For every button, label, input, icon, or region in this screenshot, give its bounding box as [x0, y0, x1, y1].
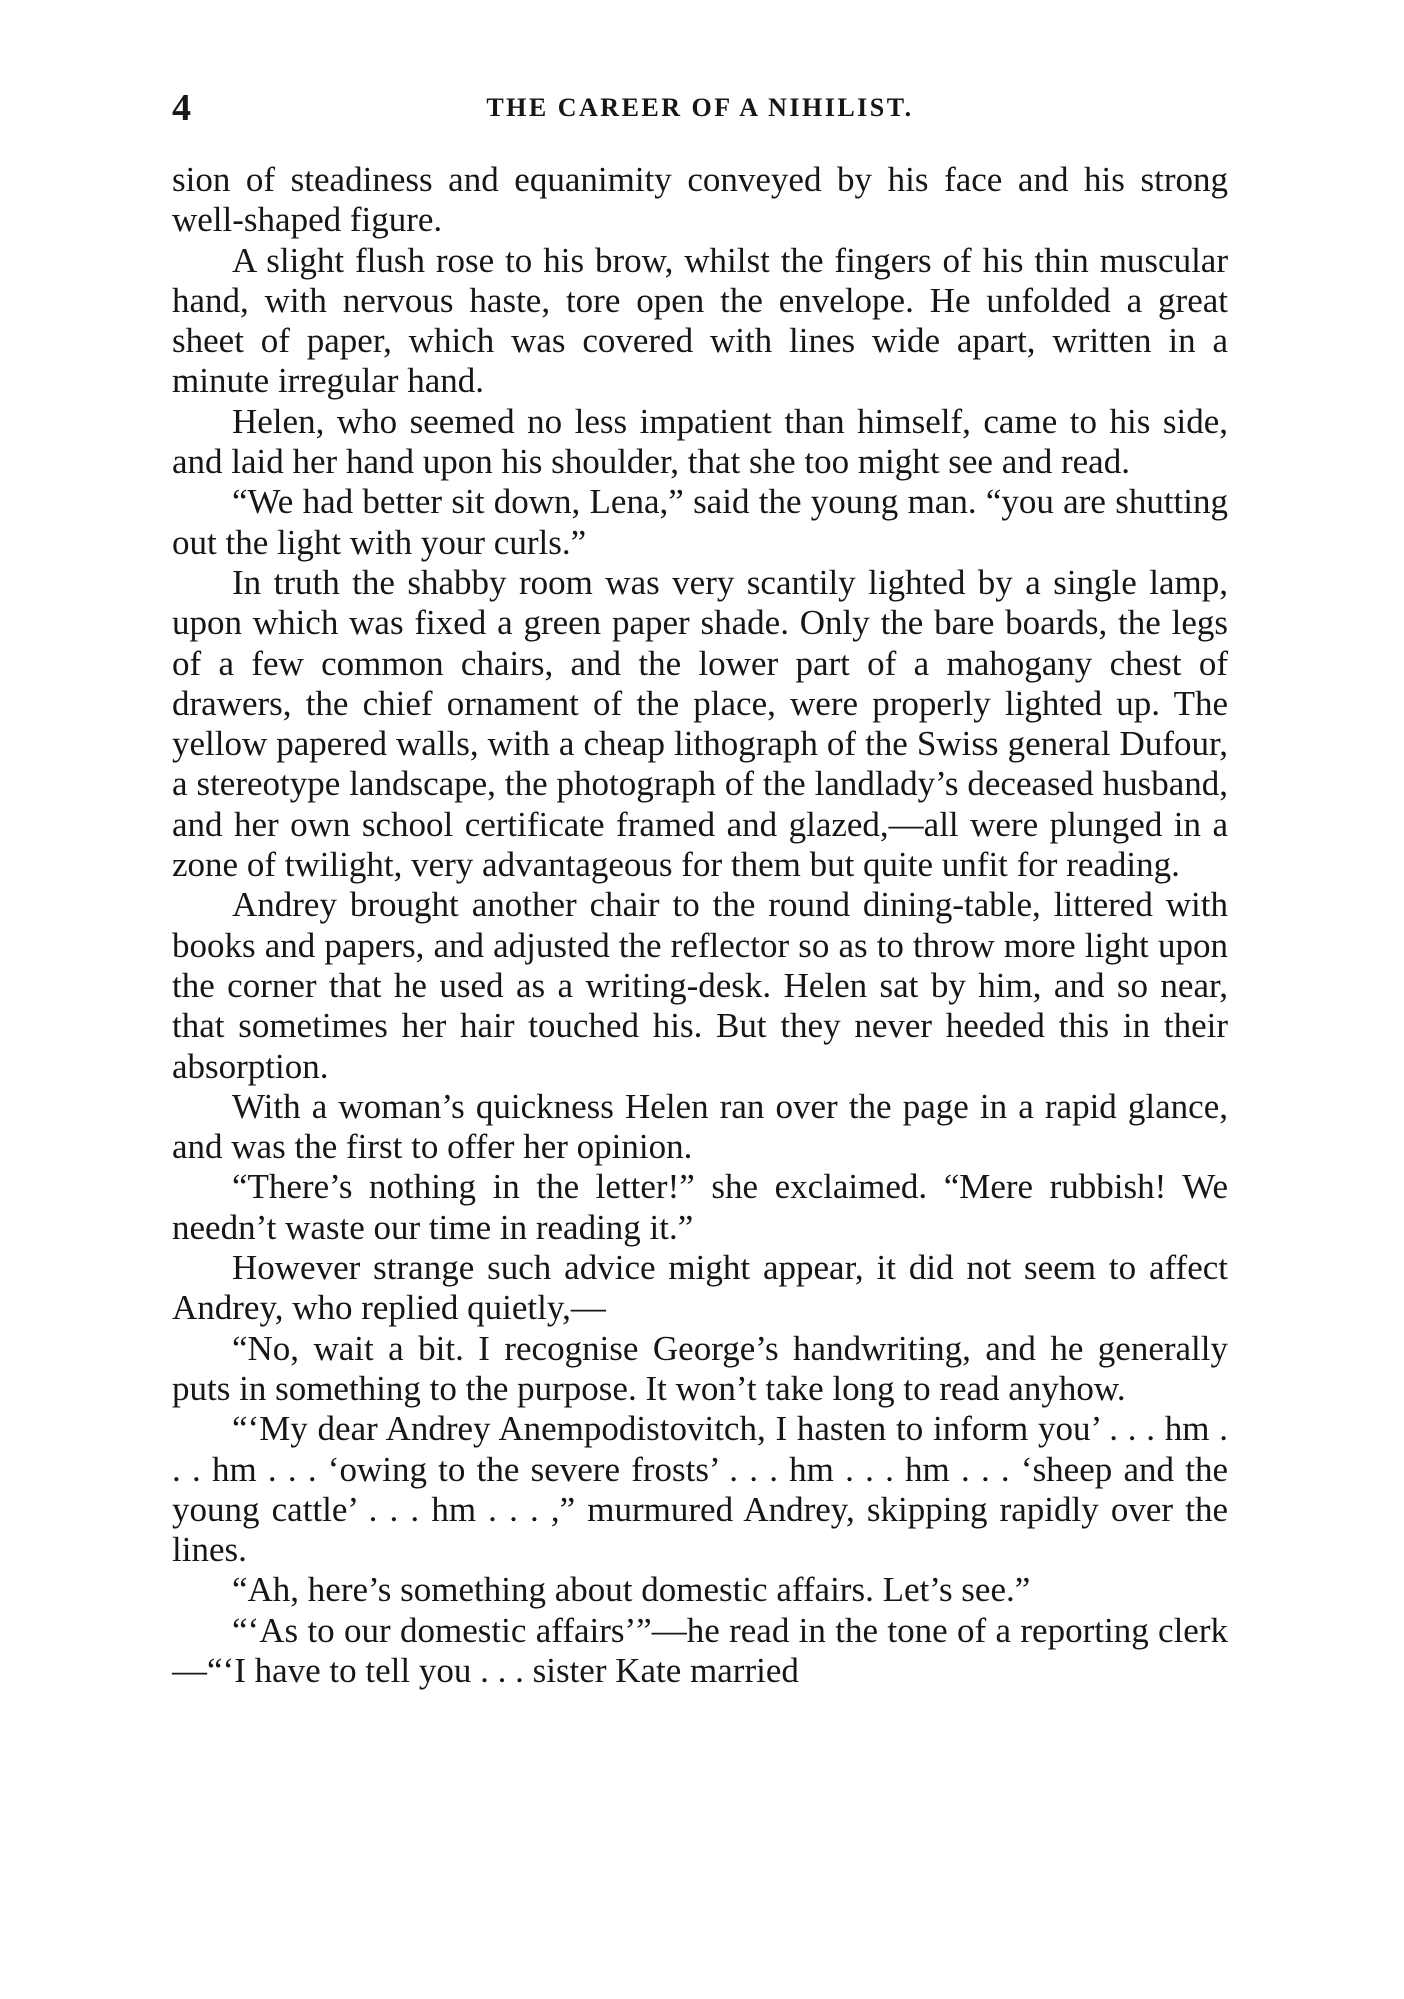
paragraph-10: “No, wait a bit. I recognise George’s handwriting, and he generally puts in something to the purpose. It won’t take long to read anyhow.	[172, 1328, 1228, 1408]
paragraph-7: With a woman’s quickness Helen ran over the page in a rapid glance, and was the first to offer her opinion.	[172, 1086, 1228, 1167]
paragraph-13: “‘As to our domestic affairs’”—he read in the tone of a reporting clerk—“‘I have to tell you . . . sister Kate married	[172, 1610, 1228, 1690]
running-title: THE CAREER OF A NIHILIST.	[486, 93, 914, 122]
paragraph-8: “There’s nothing in the letter!” she exclaimed. “Mere rubbish! We needn’t waste our time in reading it.”	[172, 1167, 1228, 1247]
running-head	[172, 84, 1228, 132]
body-text	[172, 160, 1228, 1691]
paragraph-1: sion of steadiness and equanimity conveyed by his face and his strong well-shaped figure.	[172, 160, 1228, 240]
paragraph-12: “Ah, here’s something about domestic affairs. Let’s see.”	[232, 1570, 1031, 1610]
paragraph-6: Andrey brought another chair to the round dining-table, littered with books and papers, and adjusted the reflector so as to throw more light upon the corner that he used as a writing-desk. Helen sat by him, and so near, that sometimes her hair touched his. But they never heeded this in their absorption.	[172, 885, 1228, 1086]
paragraph-4: “We had better sit down, Lena,” said the young man. “you are shutting out the light with your curls.”	[172, 482, 1228, 562]
paragraph-9: However strange such advice might appear, it did not seem to affect Andrey, who replied quietly,—	[172, 1248, 1228, 1328]
paragraph-5: In truth the shabby room was very scantily lighted by a single lamp, upon which was fixed a green paper shade. Only the bare boards, the legs of a few common chairs, and the lower part of a mahogany chest of drawers, the chief ornament of the place, were properly lighted up. The yellow papered walls, with a cheap lithograph of the Swiss general Dufour, a stereotype landscape, the photograph of the landlady’s deceased husband, and her own school certificate framed and glazed,—all were plunged in a zone of twilight, very advantageous for them but quite unfit for reading.	[172, 562, 1228, 885]
paragraph-2: A slight flush rose to his brow, whilst the fingers of his thin muscular hand, with nervous haste, tore open the envelope. He unfolded a great sheet of paper, which was covered with lines wide apart, written in a minute irregular hand.	[172, 240, 1228, 401]
page-number: 4	[172, 87, 191, 129]
paragraph-3: Helen, who seemed no less impatient than himself, came to his side, and laid her hand upon his shoulder, that she too might see and read.	[172, 401, 1228, 482]
paragraph-11: “‘My dear Andrey Anempodistovitch, I hasten to inform you’ . . . hm . . . hm . . . ‘owing to the severe frosts’ . . . hm . . . hm . . . ‘sheep and the young cattle’ . . . hm . . . ,” murmured Andrey, skipping rapidly over the lines.	[172, 1409, 1228, 1570]
